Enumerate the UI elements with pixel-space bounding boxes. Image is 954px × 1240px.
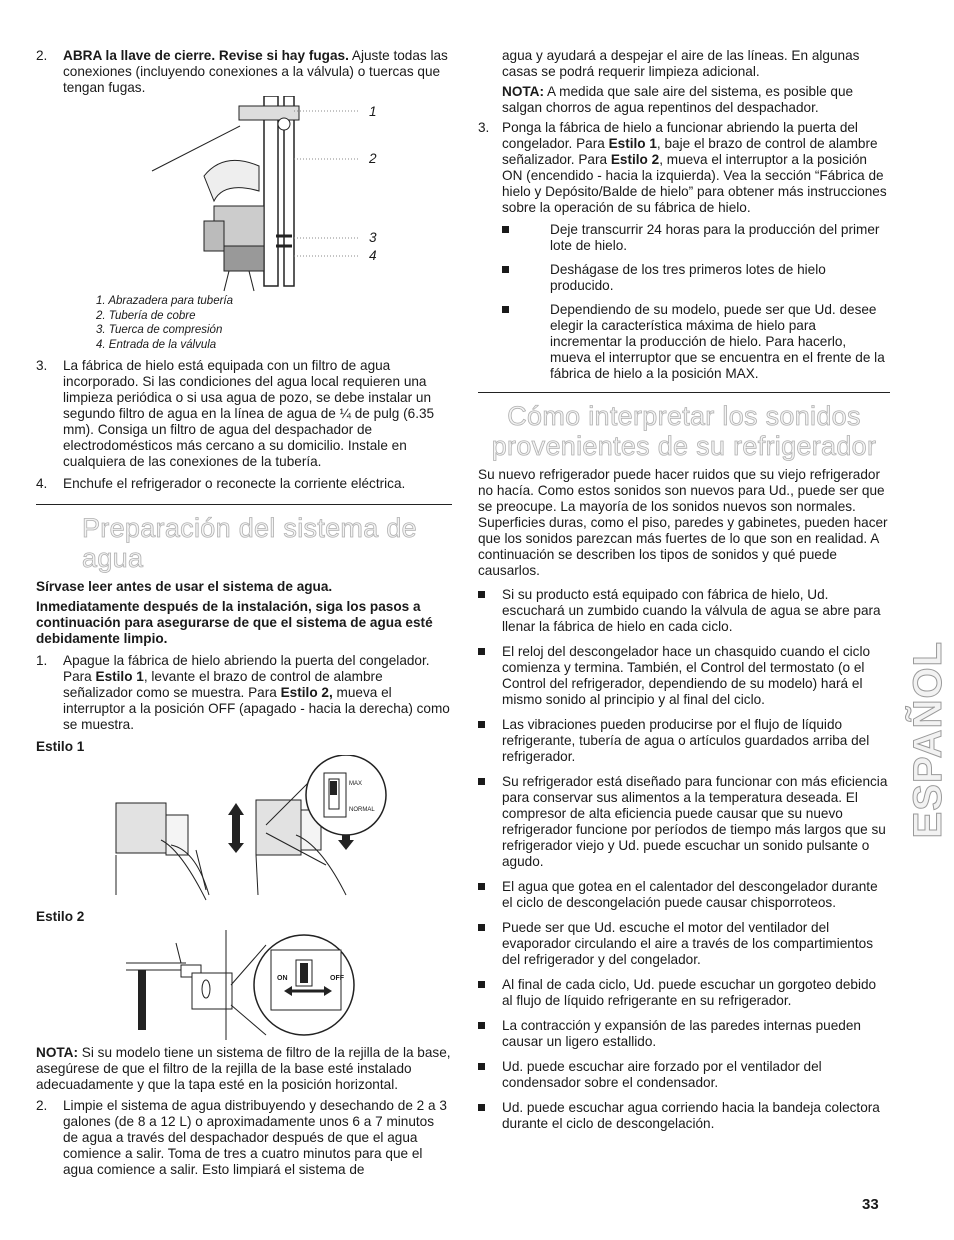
- step-3-filter: [36, 358, 452, 470]
- list-item: [478, 774, 890, 870]
- sounds-intro: Su nuevo refrigerador puede hacer ruidos que su viejo refrigerador no hacía. Como estos sonidos son nuevos para Ud., puede ser que se preocupe. La mayoría de los sonidos nuevos son normales. Superficies duras, como el piso, paredes y gabinetes, pueden hacer que los sonidos parezcan más fuertes de lo que son en realidad. A continuación se describen los tipos de sonidos y qué puede causarlos.: [478, 467, 888, 578]
- air-note: [502, 84, 890, 116]
- step-text: Ajuste todas las conexiones (incluyendo conexiones a la válvula) o tuercas que tengan fugas.: [63, 48, 448, 95]
- style-2-label: Estilo 2: [36, 909, 85, 924]
- normal-label: NORMAL: [349, 807, 375, 813]
- water-step-1: [36, 653, 452, 733]
- step-number: 3.: [478, 120, 490, 135]
- step-text-a: Ponga la fábrica de hielo a funcionar abriendo la puerta del congelador. Para: [502, 120, 858, 151]
- immediately-note: Inmediatamente después de la instalación, siga los pasos a continuación para asegurarse de que el sistema de agua esté debidamente limpio.: [36, 599, 433, 646]
- step-text: Limpie el sistema de agua distribuyendo y desechando de 2 a 3 galones (de 8 a 12 L) o aproximadamente unos 6 a 7 minutos de agua a través del despachador después de que el agua comience a salir. Toma de tres a cuatro minutos para que el agua comience a salir. Esto limpiará el sistema de: [63, 1098, 447, 1177]
- list-item: [478, 644, 890, 708]
- note-text: Si su modelo tiene un sistema de filtro de la rejilla de la base, asegúrese de que el filtro de la rejilla de la base esté instalado adecuadamente y que la tapa esté en la posición horizontal.: [36, 1045, 451, 1092]
- bullet-icon: [478, 920, 502, 968]
- list-item: [502, 262, 890, 294]
- bullet-icon: [502, 222, 550, 254]
- list-item-text: Puede ser que Ud. escuche el motor del ventilador del evaporador circulando el aire a través de los compartimientos del refrigerador y del congelador.: [502, 920, 873, 967]
- language-tab-label: ESPAÑOL: [906, 641, 950, 839]
- right-column: [478, 48, 890, 1132]
- step-4-plug-in: [36, 476, 452, 492]
- continued-text: agua y ayudará a despejar el aire de las líneas. En algunas casas se podrá requerir limpieza adicional.: [502, 48, 860, 79]
- note-label: NOTA:: [36, 1045, 79, 1060]
- list-item: [478, 879, 890, 911]
- step-bold-lead: ABRA la llave de cierre. Revise si hay fugas.: [63, 48, 349, 63]
- sound-bullets: [478, 587, 890, 1132]
- list-item-text: Deshágase de los tres primeros lotes de hielo producido.: [550, 262, 826, 293]
- note-label: NOTA:: [502, 84, 545, 99]
- list-item-text: Su refrigerador está diseñado para funcionar con más eficiencia para conservar sus alimentos a la temperatura deseada. El compresor de alta eficiencia puede causar que su nuevo refrigerador funcione por períodos de tiempo más largos que su refrigerador viejo y Ud. puede escuchar un sonido pulsante o agudo.: [502, 774, 888, 869]
- list-item-text: Las vibraciones pueden producirse por el flujo de líquido refrigerante, tubería de agua o artículos guardados arriba del refrigerador.: [502, 717, 870, 764]
- section-title-line-2: provenientes de su refrigerador: [491, 431, 877, 461]
- step-2-leak-check: [36, 48, 452, 96]
- off-label: OFF: [330, 975, 344, 982]
- page-number: 33: [862, 1196, 879, 1213]
- list-item: [478, 717, 890, 765]
- step-text-c: , levante el brazo de control de alambre señalizador como se muestra. Para: [63, 669, 383, 700]
- callout-1: 1: [369, 104, 377, 119]
- callout-2: 2: [369, 151, 377, 166]
- step-style-1-bold: Estilo 1: [95, 669, 144, 684]
- list-item: [478, 977, 890, 1009]
- section-divider: [36, 504, 452, 505]
- style-1-label: Estilo 1: [36, 739, 85, 754]
- list-item: [478, 1100, 890, 1132]
- style-2-illustration: [126, 925, 366, 1040]
- step-text-e: , mueva el interruptor a la posición ON (encendido - hacia la izquierda). Vea la sección “Fábrica de hielo y Depósito/Balde de hielo” para obtener más instrucciones sobre la operación de su fábrica de hielo.: [502, 152, 887, 215]
- bullet-icon: [478, 717, 502, 765]
- step-text-a: Apague la fábrica de hielo abriendo la puerta del congelador. Para: [63, 653, 430, 684]
- list-item: [502, 302, 890, 382]
- style-1-figure: [106, 755, 406, 903]
- valve-figure: [144, 96, 384, 296]
- step-number: 4.: [36, 476, 48, 491]
- list-item-text: Si su producto está equipado con fábrica de hielo, Ud. escuchará un zumbido cuando la válvula de agua se abre para llenar la fábrica de hielo en cada ciclo.: [502, 587, 881, 634]
- step-number: 2.: [36, 1098, 48, 1113]
- style-2-figure: [126, 925, 366, 1040]
- step-number: 2.: [36, 48, 48, 63]
- language-side-tab: [905, 640, 951, 840]
- section-title-sounds: [478, 401, 890, 461]
- step-number: 3.: [36, 358, 48, 373]
- section-title-water-system: Preparación del sistema de agua: [82, 513, 417, 573]
- bullet-icon: [478, 1100, 502, 1132]
- section-title-line-1: Cómo interpretar los sonidos: [507, 401, 861, 431]
- list-item-text: Al final de cada ciclo, Ud. puede escuchar un gorgoteo debido al flujo de líquido refrigerante en su refrigerador.: [502, 977, 877, 1008]
- read-before-note: Sírvase leer antes de usar el sistema de agua.: [36, 579, 333, 594]
- caption-4: 4. Entrada de la válvula: [96, 338, 217, 351]
- step-style-2-bold: Estilo 2: [610, 152, 660, 167]
- step-text-e: mueva el interruptor a la posición OFF (apagado - hacia la derecha) como se muestra.: [63, 685, 450, 732]
- section-divider: [478, 392, 890, 393]
- max-label: MAX: [349, 781, 363, 787]
- list-item-text: La contracción y expansión de las paredes internas pueden causar un ligero estallido.: [502, 1018, 861, 1049]
- on-label: ON: [277, 975, 288, 982]
- water-step-2: [36, 1098, 452, 1178]
- water-step-3: [478, 120, 890, 216]
- step-3-bullets: [502, 222, 890, 382]
- step-text-c: , baje el brazo de control de alambre señalizador. Para: [502, 136, 878, 167]
- list-item: [478, 587, 890, 635]
- bullet-icon: [478, 644, 502, 708]
- callout-3: 3: [369, 230, 377, 245]
- list-item: [502, 222, 890, 254]
- caption-2: 2. Tubería de cobre: [96, 309, 196, 322]
- bullet-icon: [502, 302, 550, 382]
- bullet-icon: [478, 977, 502, 1009]
- step-number: 1.: [36, 653, 48, 668]
- list-item-text: El reloj del descongelador hace un chasquido cuando el ciclo comienza y termina. También, el Control del termostato (o el Control del refrigerador, dependiendo de su modelo) hará el mismo sonido al principio y al final del ciclo.: [502, 644, 871, 707]
- step-text: Enchufe el refrigerador o reconecte la corriente eléctrica.: [63, 476, 406, 491]
- caption-1: 1. Abrazadera para tubería: [96, 295, 234, 307]
- list-item: [478, 920, 890, 968]
- step-text: La fábrica de hielo está equipada con un filtro de agua incorporado. Si las condiciones del agua local requieren una limpieza periódica o si usa agua de pozo, se debe instalar un segundo filtro de agua en la línea de agua de ¼ de pulg (6.35 mm). Consiga un filtro de agua del despachador de electrodomésticos más cercano a su domicilio. Instale en cualquiera de las conexiones de la tubería.: [63, 358, 435, 469]
- bullet-icon: [478, 774, 502, 870]
- list-item: [478, 1018, 890, 1050]
- filter-grille-note: [36, 1045, 452, 1093]
- list-item-text: Deje transcurrir 24 horas para la producción del primer lote de hielo.: [550, 222, 880, 253]
- step-style-2-bold: Estilo 2,: [280, 685, 333, 700]
- left-column: [36, 48, 452, 1178]
- list-item-text: Ud. puede escuchar agua corriendo hacia la bandeja colectora durante el ciclo de descongelación.: [502, 1100, 880, 1131]
- bullet-icon: [478, 1018, 502, 1050]
- figure-captions: [36, 294, 452, 352]
- bullet-icon: [478, 1059, 502, 1091]
- bullet-icon: [478, 587, 502, 635]
- list-item-text: El agua que gotea en el calentador del descongelador durante el ciclo de descongelación puede causar chisporroteos.: [502, 879, 878, 910]
- valve-illustration: [144, 96, 384, 296]
- list-item-text: Dependiendo de su modelo, puede ser que Ud. desee elegir la característica máxima de hielo para incrementar la producción de hielo. Para hacerlo, mueva el interruptor que se encuentra en el frente de la fábrica de hielo a la posición MAX.: [550, 302, 885, 381]
- step-style-1-bold: Estilo 1: [608, 136, 657, 151]
- style-1-illustration: [106, 755, 406, 903]
- list-item: [478, 1059, 890, 1091]
- bullet-icon: [502, 262, 550, 294]
- caption-3: 3. Tuerca de compresión: [96, 324, 223, 336]
- callout-4: 4: [369, 248, 377, 263]
- bullet-icon: [478, 879, 502, 911]
- list-item-text: Ud. puede escuchar aire forzado por el ventilador del condensador sobre el condensador.: [502, 1059, 822, 1090]
- note-text: A medida que sale aire del sistema, es posible que salgan chorros de agua repentinos del despachador.: [502, 84, 854, 115]
